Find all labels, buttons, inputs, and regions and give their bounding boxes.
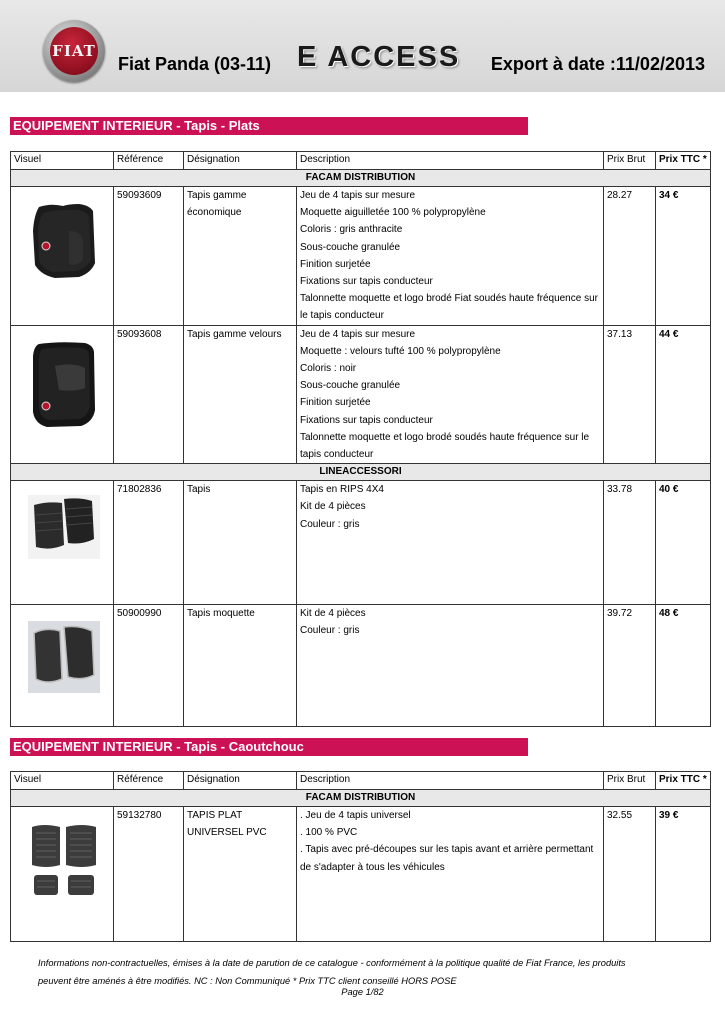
- description-line: Talonnette moquette et logo brodé soudés haute fréquence sur le: [300, 431, 590, 443]
- product-designation: [184, 325, 297, 464]
- table-row: [11, 481, 711, 605]
- product-prix-brut: 37.13: [604, 325, 656, 464]
- footer-disclaimer: [38, 954, 678, 990]
- supplier-row: [11, 464, 711, 481]
- page-number: Page 1/82: [341, 987, 384, 997]
- description-line: Couleur : gris: [300, 625, 360, 637]
- description-line: Fixations sur tapis conducteur: [300, 414, 433, 426]
- product-prix-brut: 28.27: [604, 187, 656, 326]
- table-row: [11, 187, 711, 326]
- designation-line: Tapis gamme velours: [187, 328, 282, 340]
- column-header-prix-brut: Prix Brut: [604, 772, 656, 790]
- description-line: Finition surjetée: [300, 397, 371, 409]
- description-line: Talonnette moquette et logo brodé Fiat soudés haute fréquence sur: [300, 293, 598, 305]
- page-header: [0, 0, 725, 92]
- catalog-brand: E ACCESS: [297, 41, 461, 73]
- supplier-row: [11, 790, 711, 807]
- product-reference: 59132780: [114, 807, 184, 942]
- product-designation: [184, 807, 297, 942]
- column-header-description: Description: [297, 152, 604, 170]
- product-description: [297, 807, 604, 942]
- product-visual: [11, 187, 114, 326]
- description-line: Kit de 4 pièces: [300, 501, 366, 513]
- column-header-description: Description: [297, 772, 604, 790]
- product-prix-ttc: 48 €: [656, 605, 711, 727]
- description-line: . Tapis avec pré-découpes sur les tapis avant et arrière permettant: [300, 844, 594, 856]
- product-reference: 71802836: [114, 481, 184, 605]
- catalog-table-tapis-plats: [10, 151, 711, 727]
- table-row: [11, 325, 711, 464]
- product-reference: 50900990: [114, 605, 184, 727]
- column-header-prix-ttc: Prix TTC *: [656, 772, 711, 790]
- description-line: Moquette : velours tufté 100 % polypropylène: [300, 345, 501, 357]
- vehicle-model: Fiat Panda (03-11): [118, 54, 272, 74]
- column-header-reference: Référence: [114, 772, 184, 790]
- description-line: Sous-couche granulée: [300, 241, 401, 253]
- description-line: Jeu de 4 tapis sur mesure: [300, 328, 416, 340]
- carpet-mat-set-image: [28, 621, 100, 693]
- column-header-visuel: Visuel: [11, 152, 114, 170]
- section-title-tapis-caoutchouc: EQUIPEMENT INTERIEUR - Tapis - Caoutchouc: [10, 738, 528, 756]
- designation-line: Tapis: [187, 484, 211, 496]
- description-line: Coloris : noir: [300, 363, 357, 375]
- product-prix-brut: 39.72: [604, 605, 656, 727]
- rips-mat-set-image: [28, 495, 100, 559]
- supplier-name: LINEACCESSORI: [11, 464, 711, 481]
- product-designation: [184, 187, 297, 326]
- product-prix-brut: 33.78: [604, 481, 656, 605]
- product-description: [297, 187, 604, 326]
- product-description: [297, 605, 604, 727]
- designation-line: Tapis gamme: [187, 190, 247, 201]
- product-reference: 59093608: [114, 325, 184, 464]
- column-header-designation: Désignation: [184, 152, 297, 170]
- column-header-prix-ttc: Prix TTC *: [656, 152, 711, 170]
- table-row: [11, 807, 711, 942]
- column-header-reference: Référence: [114, 152, 184, 170]
- product-prix-ttc: 44 €: [656, 325, 711, 464]
- product-description: [297, 481, 604, 605]
- product-prix-ttc: 40 €: [656, 481, 711, 605]
- product-designation: [184, 481, 297, 605]
- column-header-designation: Désignation: [184, 772, 297, 790]
- product-visual: [11, 325, 114, 464]
- description-line: Moquette aiguilletée 100 % polypropylène: [300, 207, 486, 219]
- table-row: [11, 605, 711, 727]
- supplier-name: FACAM DISTRIBUTION: [11, 790, 711, 807]
- product-designation: [184, 605, 297, 727]
- description-line: Couleur : gris: [300, 518, 360, 530]
- fiat-logo-badge: [50, 27, 98, 75]
- description-line: Fixations sur tapis conducteur: [300, 276, 433, 288]
- product-visual: [11, 481, 114, 605]
- description-line: Finition surjetée: [300, 258, 371, 270]
- description-line: Sous-couche granulée: [300, 380, 401, 392]
- table-header-row: [11, 772, 711, 790]
- disclaimer-line: Informations non-contractuelles, émises à la date de parution de ce catalogue - conformément à la politique qualité de Fiat France, les produits: [38, 958, 626, 968]
- table-header-row: [11, 152, 711, 170]
- description-line: Kit de 4 pièces: [300, 608, 366, 620]
- black-car-mat-image: [29, 201, 101, 281]
- product-reference: 59093609: [114, 187, 184, 326]
- fiat-logo-text: FIAT: [52, 42, 96, 60]
- column-header-prix-brut: Prix Brut: [604, 152, 656, 170]
- description-line: . Jeu de 4 tapis universel: [300, 810, 411, 821]
- description-line: . 100 % PVC: [300, 827, 358, 839]
- description-line: de s'adapter à tous les véhicules: [300, 861, 445, 873]
- export-date: Export à date :11/02/2013: [490, 54, 705, 74]
- description-line: Coloris : gris anthracite: [300, 224, 403, 236]
- product-prix-ttc: 39 €: [656, 807, 711, 942]
- product-visual: [11, 605, 114, 727]
- designation-line: TAPIS PLAT: [187, 810, 243, 821]
- product-prix-brut: 32.55: [604, 807, 656, 942]
- product-visual: [11, 807, 114, 942]
- designation-line: UNIVERSEL PVC: [187, 827, 267, 839]
- description-line: le tapis conducteur: [300, 310, 384, 322]
- product-description: [297, 325, 604, 464]
- description-line: tapis conducteur: [300, 449, 374, 461]
- column-header-visuel: Visuel: [11, 772, 114, 790]
- catalog-table-tapis-caoutchouc: [10, 771, 711, 942]
- section-title-tapis-plats: EQUIPEMENT INTERIEUR - Tapis - Plats: [10, 117, 528, 135]
- designation-line: économique: [187, 207, 242, 219]
- pvc-mat-set-image: [28, 821, 100, 901]
- disclaimer-line: peuvent être aménés à être modifiés. NC : Non Communiqué * Prix TTC client conseillé HORS POSE: [38, 976, 457, 986]
- black-velour-mat-image: [29, 340, 101, 430]
- fiat-logo: [43, 20, 105, 82]
- description-line: Jeu de 4 tapis sur mesure: [300, 190, 416, 201]
- supplier-name: FACAM DISTRIBUTION: [11, 170, 711, 187]
- description-line: Tapis en RIPS 4X4: [300, 484, 384, 496]
- designation-line: Tapis moquette: [187, 608, 255, 620]
- product-prix-ttc: 34 €: [656, 187, 711, 326]
- supplier-row: [11, 170, 711, 187]
